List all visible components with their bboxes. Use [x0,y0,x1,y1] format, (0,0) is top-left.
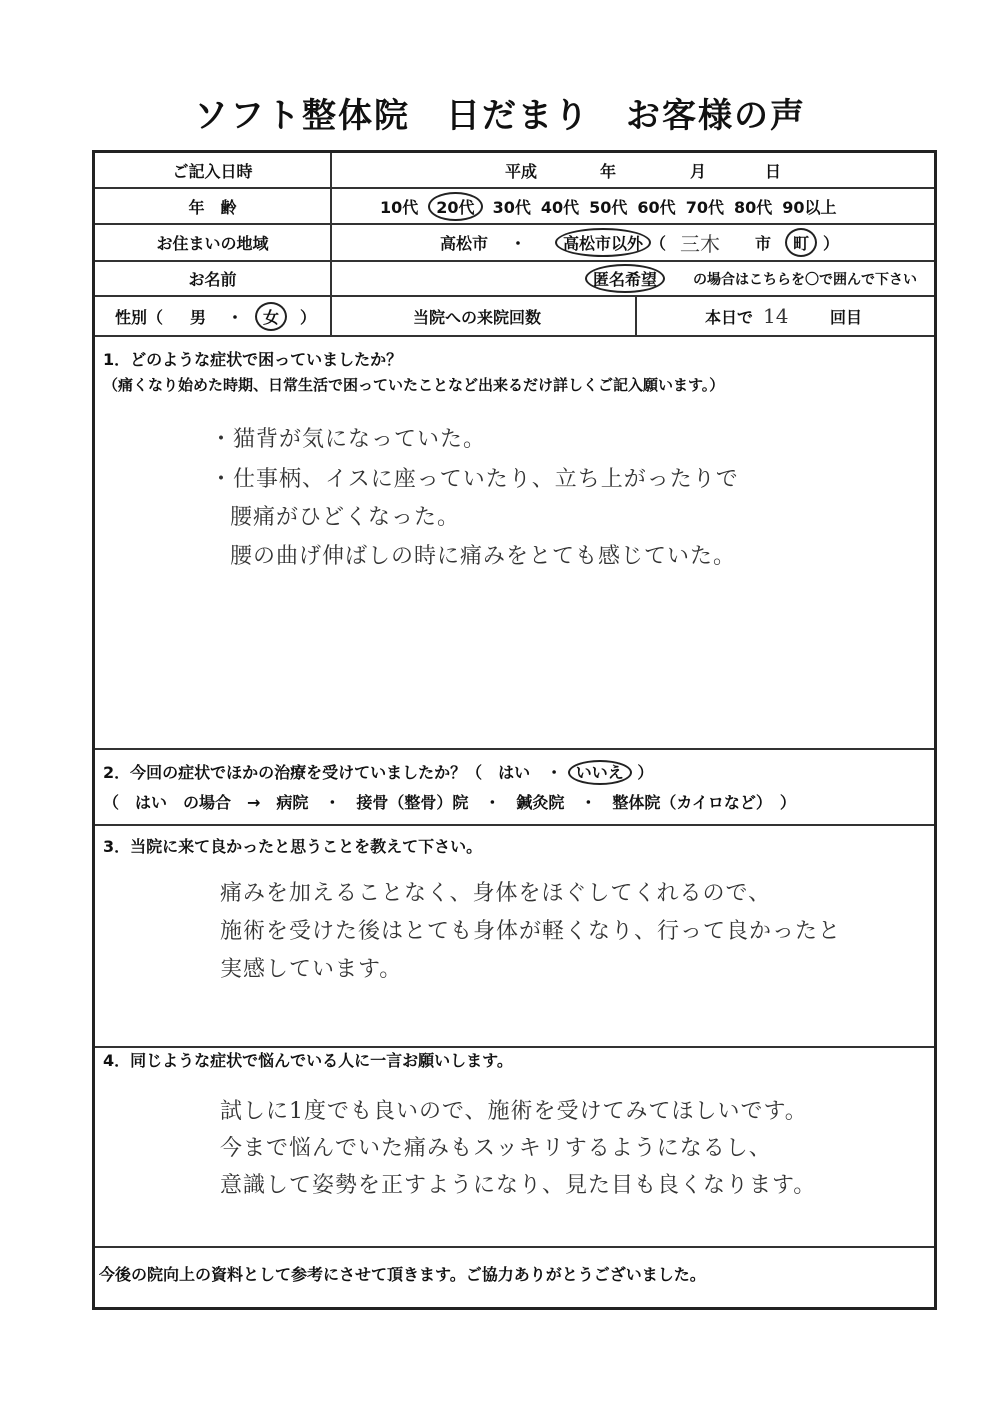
age-option-70[interactable]: 70代 [685,197,724,217]
date-label: ご記入日時 [172,161,253,181]
q2-answer-circled[interactable]: いいえ [568,760,632,785]
age-option-10[interactable]: 10代 [380,197,419,217]
age-option-60[interactable]: 60代 [637,197,676,217]
q4-answer-line: 意識して姿勢を正すようになり、見た目も良くなります。 [220,1173,817,1198]
age-options [375,189,935,223]
q2-title: 2．今回の症状でほかの治療を受けていましたか？（ はい ・ いいえ ） [103,760,653,783]
sex-label: 性別（ [115,307,164,327]
today-label: 本日で [705,307,754,327]
date-day: 日 [765,161,782,181]
q1-section [95,337,934,750]
name-label: お名前 [188,270,237,289]
footer-note: 今後の院向上の資料として参考にさせて頂きます。ご協力ありがとうございました。 [99,1265,706,1284]
q2-section [95,750,934,826]
q1-answer-line: 腰の曲げ伸ばしの時に痛みをとても感じていた。 [230,544,737,569]
visits-count-handwritten: 14 [763,304,789,328]
q4-answer-line: 試しに1度でも良いので、施術を受けてみてほしいです。 [220,1099,808,1124]
q4-section [95,1048,934,1248]
visits-label: 当院への来院回数 [413,307,542,327]
date-year: 年 [600,161,617,181]
area-takamatsu[interactable]: 高松市 [440,234,489,253]
visits-unit: 回目 [830,307,863,327]
q3-section [95,826,934,1048]
survey-form [92,150,937,1310]
q3-answer-line: 痛みを加えることなく、身体をほぐしてくれるので、 [220,881,772,906]
q1-answer-line: ・猫背が気になっていた。 [210,427,487,452]
q1-title: 1．どのような症状で困っていましたか？ [103,350,403,369]
sex-paren-close: ） [300,307,317,327]
sex-visits-row [95,297,934,337]
footer-section [95,1248,934,1307]
page-title: ソフト整体院 日だまり お客様の声 [194,96,806,136]
q1-answer-line: 腰痛がひどくなった。 [230,505,461,530]
area-outside-circled[interactable]: 高松市以外 [555,225,665,260]
anonymous-circled[interactable]: 匿名希望 [585,262,695,295]
age-label: 年 齢 [188,197,237,217]
area-row [95,225,934,262]
age-option-90[interactable]: 90以上 [782,197,837,217]
q1-subtitle: （痛くなり始めた時期、日常生活で困っていたことなど出来るだけ詳しくご記入願います。） [103,376,725,394]
anonymous-note: の場合はこちらを〇で囲んで下さい [693,271,917,288]
q3-title: 3．当院に来て良かったと思うことを教えて下さい。 [103,837,483,856]
date-era: 平成 [505,161,538,181]
age-option-80[interactable]: 80代 [733,197,773,217]
q3-answer-line: 施術を受けた後はとても身体が軽くなり、行って良かったと [220,919,842,944]
sex-male[interactable]: 男 [190,307,207,327]
area-paren-open: （ [650,234,667,253]
date-row [95,153,934,189]
q4-title: 4．同じような症状で悩んでいる人に一言お願いします。 [103,1051,513,1070]
area-paren-close: ） [823,234,840,253]
q3-answer-line: 実感しています。 [220,957,403,982]
area-city-suffix: 市 [755,234,772,253]
area-label: お住まいの地域 [156,234,269,253]
sex-separator: ・ [227,307,244,327]
area-separator: ・ [510,234,527,253]
q1-answer-line: ・仕事柄、イスに座っていたり、立ち上がったりで [210,467,739,492]
age-option-30[interactable]: 30代 [492,197,531,217]
area-city-handwritten: 三木 [680,232,720,256]
age-option-40[interactable]: 40代 [540,197,580,217]
name-row [95,262,934,297]
age-row [95,189,934,225]
date-month: 月 [690,161,707,181]
q2-subtitle: （ はい の場合 → 病院 ・ 接骨（整骨）院 ・ 鍼灸院 ・ 整体院（カイロなど） ） [103,793,796,812]
q4-answer-line: 今まで悩んでいた痛みもスッキリするようになるし、 [220,1136,772,1161]
age-option-20-selected[interactable]: 20代 [428,192,482,221]
age-option-50[interactable]: 50代 [589,197,628,217]
sex-female-circled[interactable]: 女 [255,297,295,335]
area-town-circled[interactable]: 町 [785,225,825,260]
